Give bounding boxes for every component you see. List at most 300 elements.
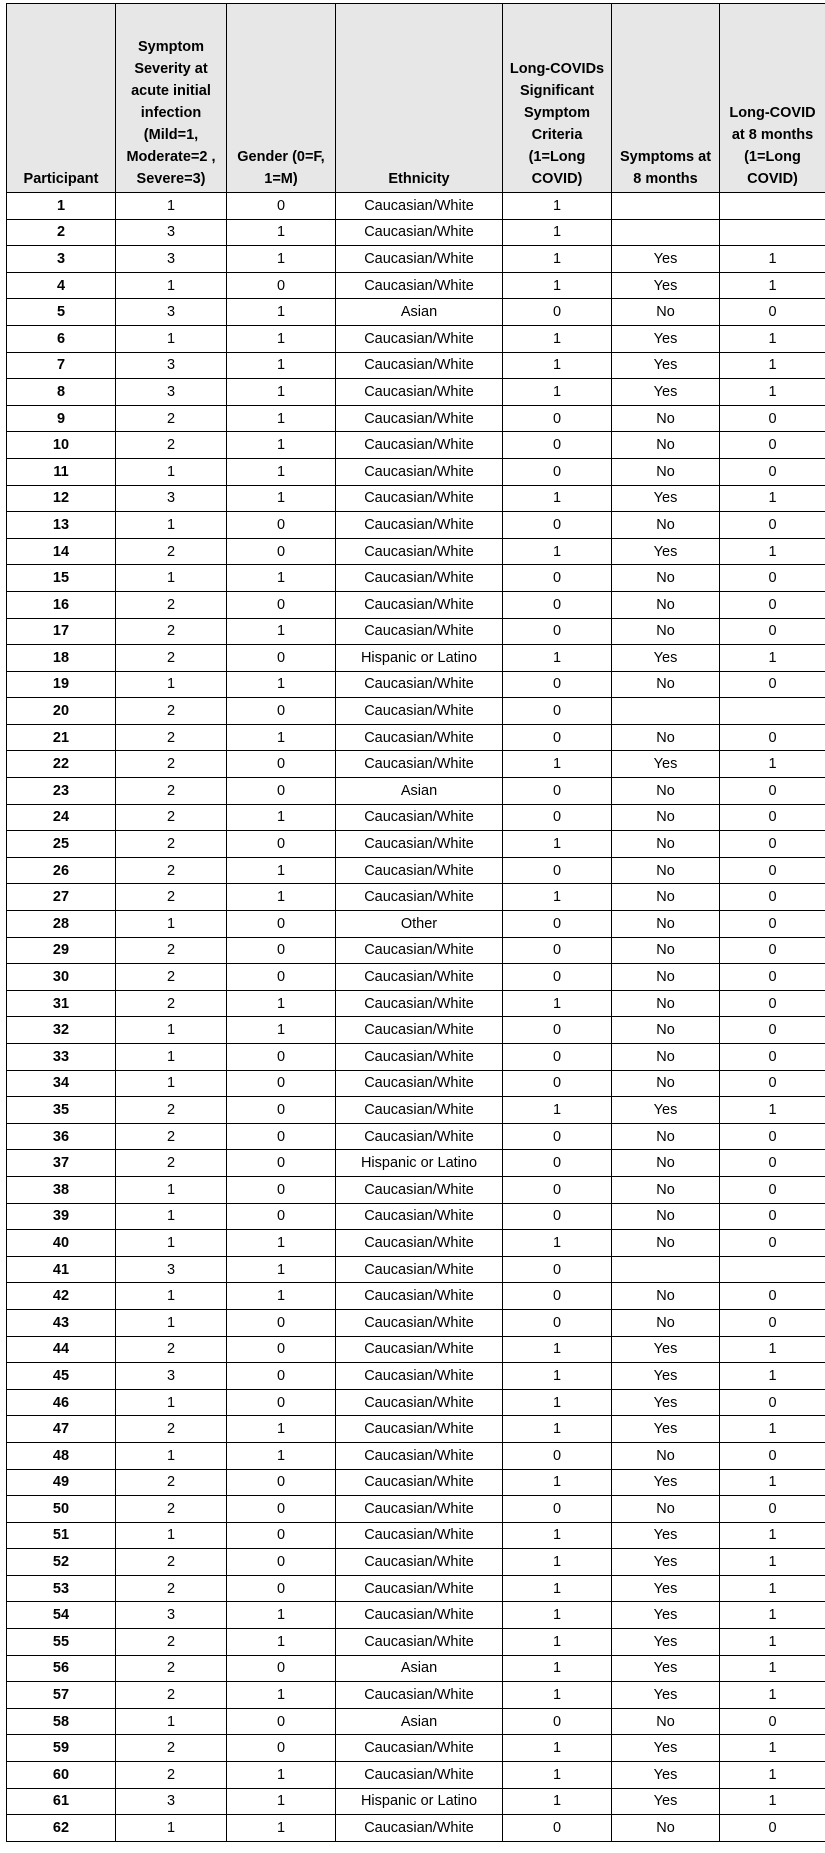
ethnicity-cell: Caucasian/White	[336, 1044, 503, 1071]
gender-cell: 0	[227, 645, 336, 672]
severity-cell: 1	[116, 458, 227, 485]
gender-cell: 0	[227, 911, 336, 938]
long-covid-8-months-cell: 1	[720, 1788, 825, 1815]
symptoms-8-months-cell: Yes	[612, 1549, 720, 1576]
ethnicity-cell: Caucasian/White	[336, 1176, 503, 1203]
header-long-covid-criteria: Long-COVIDs Significant Symptom Criteria (1=Long COVID)	[503, 4, 612, 193]
participant-cell: 2	[7, 219, 116, 246]
symptoms-8-months-cell: No	[612, 1123, 720, 1150]
gender-cell: 0	[227, 751, 336, 778]
long-covid-8-months-cell: 0	[720, 1815, 825, 1842]
header-long-covid-8-months: Long-COVID at 8 months (1=Long COVID)	[720, 4, 825, 193]
gender-cell: 1	[227, 724, 336, 751]
long-covid-8-months-cell	[720, 1256, 825, 1283]
ethnicity-cell: Caucasian/White	[336, 1815, 503, 1842]
symptoms-8-months-cell: No	[612, 1203, 720, 1230]
ethnicity-cell: Caucasian/White	[336, 1283, 503, 1310]
table-row	[7, 1017, 825, 1044]
long-covid-8-months-cell: 1	[720, 1629, 825, 1656]
participant-cell: 33	[7, 1044, 116, 1071]
symptoms-8-months-cell: Yes	[612, 379, 720, 406]
participant-cell: 14	[7, 538, 116, 565]
table-row	[7, 964, 825, 991]
gender-cell: 1	[227, 432, 336, 459]
severity-cell: 1	[116, 1070, 227, 1097]
ethnicity-cell: Caucasian/White	[336, 804, 503, 831]
table-row	[7, 272, 825, 299]
long-covid-8-months-cell: 1	[720, 751, 825, 778]
long-covid-criteria-cell: 1	[503, 246, 612, 273]
gender-cell: 1	[227, 299, 336, 326]
severity-cell: 2	[116, 1735, 227, 1762]
severity-cell: 1	[116, 1176, 227, 1203]
table-row	[7, 1655, 825, 1682]
table-row	[7, 1097, 825, 1124]
long-covid-8-months-cell: 0	[720, 1203, 825, 1230]
participant-cell: 25	[7, 831, 116, 858]
table-body	[7, 193, 825, 1842]
gender-cell: 1	[227, 1815, 336, 1842]
severity-cell: 1	[116, 1283, 227, 1310]
gender-cell: 0	[227, 1708, 336, 1735]
long-covid-criteria-cell: 0	[503, 804, 612, 831]
gender-cell: 0	[227, 1735, 336, 1762]
severity-cell: 2	[116, 1682, 227, 1709]
table-row	[7, 1309, 825, 1336]
participant-cell: 45	[7, 1363, 116, 1390]
table-row	[7, 1629, 825, 1656]
gender-cell: 1	[227, 565, 336, 592]
severity-cell: 2	[116, 857, 227, 884]
severity-cell: 2	[116, 1416, 227, 1443]
ethnicity-cell: Caucasian/White	[336, 1629, 503, 1656]
symptoms-8-months-cell: No	[612, 299, 720, 326]
ethnicity-cell: Other	[336, 911, 503, 938]
long-covid-criteria-cell: 1	[503, 1575, 612, 1602]
severity-cell: 1	[116, 1708, 227, 1735]
long-covid-8-months-cell: 1	[720, 1097, 825, 1124]
long-covid-criteria-cell: 1	[503, 325, 612, 352]
table-row	[7, 990, 825, 1017]
table-row	[7, 246, 825, 273]
participant-cell: 42	[7, 1283, 116, 1310]
ethnicity-cell: Caucasian/White	[336, 219, 503, 246]
symptoms-8-months-cell: Yes	[612, 1788, 720, 1815]
table-row	[7, 299, 825, 326]
gender-cell: 0	[227, 1336, 336, 1363]
long-covid-8-months-cell: 1	[720, 538, 825, 565]
symptoms-8-months-cell	[612, 219, 720, 246]
long-covid-8-months-cell: 1	[720, 1655, 825, 1682]
table-row	[7, 1336, 825, 1363]
gender-cell: 0	[227, 193, 336, 220]
severity-cell: 1	[116, 1309, 227, 1336]
severity-cell: 1	[116, 1044, 227, 1071]
long-covid-8-months-cell: 0	[720, 990, 825, 1017]
ethnicity-cell: Caucasian/White	[336, 937, 503, 964]
ethnicity-cell: Caucasian/White	[336, 272, 503, 299]
symptoms-8-months-cell	[612, 193, 720, 220]
ethnicity-cell: Caucasian/White	[336, 857, 503, 884]
ethnicity-cell: Caucasian/White	[336, 246, 503, 273]
participant-cell: 28	[7, 911, 116, 938]
severity-cell: 3	[116, 1256, 227, 1283]
gender-cell: 1	[227, 804, 336, 831]
participant-cell: 37	[7, 1150, 116, 1177]
severity-cell: 2	[116, 405, 227, 432]
ethnicity-cell: Caucasian/White	[336, 485, 503, 512]
participant-cell: 13	[7, 512, 116, 539]
symptoms-8-months-cell: Yes	[612, 1336, 720, 1363]
symptoms-8-months-cell: No	[612, 857, 720, 884]
long-covid-criteria-cell: 1	[503, 352, 612, 379]
symptoms-8-months-cell: Yes	[612, 1363, 720, 1390]
participant-cell: 44	[7, 1336, 116, 1363]
gender-cell: 1	[227, 219, 336, 246]
participant-cell: 35	[7, 1097, 116, 1124]
gender-cell: 0	[227, 831, 336, 858]
participant-cell: 62	[7, 1815, 116, 1842]
gender-cell: 0	[227, 1176, 336, 1203]
table-row	[7, 352, 825, 379]
participant-cell: 57	[7, 1682, 116, 1709]
long-covid-criteria-cell: 0	[503, 1283, 612, 1310]
long-covid-8-months-cell: 0	[720, 884, 825, 911]
gender-cell: 0	[227, 1309, 336, 1336]
ethnicity-cell: Caucasian/White	[336, 1363, 503, 1390]
long-covid-8-months-cell: 0	[720, 1044, 825, 1071]
gender-cell: 0	[227, 1469, 336, 1496]
ethnicity-cell: Caucasian/White	[336, 325, 503, 352]
long-covid-8-months-cell: 1	[720, 1735, 825, 1762]
long-covid-criteria-cell: 0	[503, 1017, 612, 1044]
long-covid-criteria-cell: 1	[503, 538, 612, 565]
gender-cell: 0	[227, 538, 336, 565]
long-covid-criteria-cell: 1	[503, 272, 612, 299]
symptoms-8-months-cell: No	[612, 990, 720, 1017]
long-covid-8-months-cell: 0	[720, 1283, 825, 1310]
participant-cell: 6	[7, 325, 116, 352]
table-row	[7, 565, 825, 592]
long-covid-criteria-cell: 1	[503, 1629, 612, 1656]
long-covid-criteria-cell: 1	[503, 1230, 612, 1257]
long-covid-criteria-cell: 1	[503, 193, 612, 220]
table-row	[7, 1469, 825, 1496]
symptoms-8-months-cell: No	[612, 432, 720, 459]
symptoms-8-months-cell: No	[612, 724, 720, 751]
ethnicity-cell: Hispanic or Latino	[336, 1788, 503, 1815]
ethnicity-cell: Caucasian/White	[336, 1256, 503, 1283]
table-row	[7, 193, 825, 220]
severity-cell: 2	[116, 645, 227, 672]
severity-cell: 2	[116, 1336, 227, 1363]
table-row	[7, 1176, 825, 1203]
long-covid-8-months-cell: 0	[720, 1070, 825, 1097]
symptoms-8-months-cell: Yes	[612, 645, 720, 672]
long-covid-8-months-cell: 0	[720, 512, 825, 539]
severity-cell: 2	[116, 751, 227, 778]
severity-cell: 2	[116, 538, 227, 565]
participant-cell: 18	[7, 645, 116, 672]
symptoms-8-months-cell: Yes	[612, 1416, 720, 1443]
severity-cell: 3	[116, 299, 227, 326]
table-row	[7, 219, 825, 246]
table-row	[7, 698, 825, 725]
table-row	[7, 1389, 825, 1416]
ethnicity-cell: Asian	[336, 299, 503, 326]
gender-cell: 0	[227, 1655, 336, 1682]
long-covid-8-months-cell: 0	[720, 591, 825, 618]
severity-cell: 1	[116, 193, 227, 220]
table-row	[7, 911, 825, 938]
table-row	[7, 1150, 825, 1177]
long-covid-criteria-cell: 1	[503, 1097, 612, 1124]
participant-cell: 11	[7, 458, 116, 485]
severity-cell: 1	[116, 1522, 227, 1549]
gender-cell: 1	[227, 1442, 336, 1469]
table-row	[7, 1203, 825, 1230]
long-covid-8-months-cell: 1	[720, 1469, 825, 1496]
gender-cell: 0	[227, 1070, 336, 1097]
symptoms-8-months-cell: Yes	[612, 485, 720, 512]
ethnicity-cell: Caucasian/White	[336, 724, 503, 751]
ethnicity-cell: Asian	[336, 778, 503, 805]
long-covid-8-months-cell: 0	[720, 1708, 825, 1735]
severity-cell: 2	[116, 804, 227, 831]
symptoms-8-months-cell: No	[612, 1815, 720, 1842]
severity-cell: 3	[116, 352, 227, 379]
symptoms-8-months-cell: No	[612, 671, 720, 698]
gender-cell: 0	[227, 1522, 336, 1549]
participant-cell: 4	[7, 272, 116, 299]
gender-cell: 0	[227, 512, 336, 539]
participant-cell: 55	[7, 1629, 116, 1656]
gender-cell: 0	[227, 1044, 336, 1071]
severity-cell: 2	[116, 698, 227, 725]
long-covid-8-months-cell: 1	[720, 1549, 825, 1576]
long-covid-8-months-cell: 1	[720, 379, 825, 406]
long-covid-8-months-cell: 1	[720, 352, 825, 379]
severity-cell: 2	[116, 1123, 227, 1150]
gender-cell: 1	[227, 405, 336, 432]
long-covid-criteria-cell: 1	[503, 1602, 612, 1629]
long-covid-criteria-cell: 0	[503, 1123, 612, 1150]
participant-cell: 41	[7, 1256, 116, 1283]
ethnicity-cell: Caucasian/White	[336, 1682, 503, 1709]
severity-cell: 1	[116, 911, 227, 938]
participant-cell: 24	[7, 804, 116, 831]
long-covid-8-months-cell: 1	[720, 272, 825, 299]
long-covid-criteria-cell: 1	[503, 219, 612, 246]
long-covid-8-months-cell: 1	[720, 1575, 825, 1602]
participant-cell: 38	[7, 1176, 116, 1203]
long-covid-criteria-cell: 0	[503, 671, 612, 698]
participant-table	[6, 3, 825, 1842]
ethnicity-cell: Caucasian/White	[336, 352, 503, 379]
ethnicity-cell: Caucasian/White	[336, 379, 503, 406]
long-covid-8-months-cell: 1	[720, 645, 825, 672]
long-covid-criteria-cell: 1	[503, 884, 612, 911]
participant-cell: 51	[7, 1522, 116, 1549]
table-row	[7, 458, 825, 485]
long-covid-8-months-cell: 0	[720, 565, 825, 592]
ethnicity-cell: Caucasian/White	[336, 1230, 503, 1257]
ethnicity-cell: Caucasian/White	[336, 671, 503, 698]
symptoms-8-months-cell: No	[612, 1044, 720, 1071]
long-covid-8-months-cell	[720, 698, 825, 725]
symptoms-8-months-cell: Yes	[612, 1762, 720, 1789]
table-row	[7, 1602, 825, 1629]
long-covid-criteria-cell: 0	[503, 299, 612, 326]
ethnicity-cell: Caucasian/White	[336, 1309, 503, 1336]
participant-cell: 20	[7, 698, 116, 725]
symptoms-8-months-cell: Yes	[612, 1469, 720, 1496]
gender-cell: 0	[227, 1203, 336, 1230]
ethnicity-cell: Caucasian/White	[336, 1416, 503, 1443]
gender-cell: 1	[227, 1629, 336, 1656]
long-covid-criteria-cell: 0	[503, 724, 612, 751]
gender-cell: 1	[227, 1788, 336, 1815]
table-row	[7, 1788, 825, 1815]
symptoms-8-months-cell: No	[612, 512, 720, 539]
ethnicity-cell: Caucasian/White	[336, 990, 503, 1017]
participant-cell: 27	[7, 884, 116, 911]
long-covid-criteria-cell: 0	[503, 1150, 612, 1177]
long-covid-8-months-cell: 0	[720, 1230, 825, 1257]
gender-cell: 1	[227, 325, 336, 352]
long-covid-8-months-cell: 1	[720, 246, 825, 273]
table-row	[7, 1708, 825, 1735]
gender-cell: 1	[227, 671, 336, 698]
symptoms-8-months-cell: No	[612, 1708, 720, 1735]
participant-cell: 61	[7, 1788, 116, 1815]
long-covid-criteria-cell: 1	[503, 831, 612, 858]
participant-cell: 15	[7, 565, 116, 592]
gender-cell: 1	[227, 618, 336, 645]
gender-cell: 1	[227, 1017, 336, 1044]
ethnicity-cell: Caucasian/White	[336, 884, 503, 911]
participant-cell: 7	[7, 352, 116, 379]
severity-cell: 3	[116, 246, 227, 273]
gender-cell: 0	[227, 272, 336, 299]
gender-cell: 0	[227, 778, 336, 805]
long-covid-criteria-cell: 0	[503, 964, 612, 991]
gender-cell: 1	[227, 1602, 336, 1629]
long-covid-8-months-cell: 1	[720, 1416, 825, 1443]
participant-cell: 12	[7, 485, 116, 512]
participant-cell: 39	[7, 1203, 116, 1230]
severity-cell: 1	[116, 1230, 227, 1257]
symptoms-8-months-cell: Yes	[612, 1575, 720, 1602]
participant-cell: 17	[7, 618, 116, 645]
long-covid-criteria-cell: 1	[503, 1469, 612, 1496]
long-covid-criteria-cell: 0	[503, 1442, 612, 1469]
long-covid-8-months-cell: 0	[720, 937, 825, 964]
severity-cell: 1	[116, 325, 227, 352]
severity-cell: 1	[116, 1815, 227, 1842]
long-covid-8-months-cell: 1	[720, 1363, 825, 1390]
gender-cell: 1	[227, 1416, 336, 1443]
table-header	[7, 4, 825, 193]
symptoms-8-months-cell: Yes	[612, 1602, 720, 1629]
participant-cell: 22	[7, 751, 116, 778]
long-covid-criteria-cell: 0	[503, 618, 612, 645]
severity-cell: 2	[116, 1469, 227, 1496]
participant-cell: 34	[7, 1070, 116, 1097]
severity-cell: 2	[116, 1629, 227, 1656]
table-row	[7, 1416, 825, 1443]
ethnicity-cell: Caucasian/White	[336, 1097, 503, 1124]
participant-cell: 46	[7, 1389, 116, 1416]
long-covid-8-months-cell: 0	[720, 671, 825, 698]
ethnicity-cell: Caucasian/White	[336, 1336, 503, 1363]
symptoms-8-months-cell: No	[612, 937, 720, 964]
severity-cell: 3	[116, 219, 227, 246]
long-covid-8-months-cell: 0	[720, 1017, 825, 1044]
long-covid-8-months-cell: 1	[720, 1522, 825, 1549]
ethnicity-cell: Caucasian/White	[336, 698, 503, 725]
table-row	[7, 1070, 825, 1097]
table-row	[7, 1496, 825, 1523]
severity-cell: 1	[116, 671, 227, 698]
ethnicity-cell: Caucasian/White	[336, 831, 503, 858]
severity-cell: 1	[116, 565, 227, 592]
severity-cell: 2	[116, 591, 227, 618]
participant-cell: 50	[7, 1496, 116, 1523]
gender-cell: 0	[227, 698, 336, 725]
symptoms-8-months-cell: No	[612, 1176, 720, 1203]
long-covid-criteria-cell: 0	[503, 698, 612, 725]
symptoms-8-months-cell: Yes	[612, 538, 720, 565]
long-covid-criteria-cell: 1	[503, 1389, 612, 1416]
table-row	[7, 1230, 825, 1257]
severity-cell: 2	[116, 1150, 227, 1177]
table-row	[7, 1522, 825, 1549]
ethnicity-cell: Asian	[336, 1708, 503, 1735]
long-covid-8-months-cell: 0	[720, 458, 825, 485]
ethnicity-cell: Caucasian/White	[336, 1442, 503, 1469]
long-covid-8-months-cell: 1	[720, 1682, 825, 1709]
symptoms-8-months-cell: No	[612, 618, 720, 645]
ethnicity-cell: Caucasian/White	[336, 432, 503, 459]
participant-cell: 21	[7, 724, 116, 751]
long-covid-8-months-cell: 0	[720, 1123, 825, 1150]
symptoms-8-months-cell: No	[612, 405, 720, 432]
long-covid-8-months-cell: 0	[720, 831, 825, 858]
participant-cell: 29	[7, 937, 116, 964]
long-covid-criteria-cell: 1	[503, 645, 612, 672]
ethnicity-cell: Caucasian/White	[336, 1017, 503, 1044]
long-covid-criteria-cell: 0	[503, 1708, 612, 1735]
severity-cell: 1	[116, 1203, 227, 1230]
table-row	[7, 831, 825, 858]
gender-cell: 1	[227, 857, 336, 884]
table-row	[7, 538, 825, 565]
symptoms-8-months-cell: No	[612, 778, 720, 805]
symptoms-8-months-cell: No	[612, 458, 720, 485]
long-covid-criteria-cell: 1	[503, 1549, 612, 1576]
ethnicity-cell: Caucasian/White	[336, 964, 503, 991]
gender-cell: 0	[227, 1123, 336, 1150]
symptoms-8-months-cell: Yes	[612, 1735, 720, 1762]
participant-cell: 47	[7, 1416, 116, 1443]
gender-cell: 1	[227, 990, 336, 1017]
ethnicity-cell: Caucasian/White	[336, 1735, 503, 1762]
table-row	[7, 1682, 825, 1709]
participant-cell: 5	[7, 299, 116, 326]
participant-table-container	[6, 3, 825, 1842]
ethnicity-cell: Caucasian/White	[336, 1070, 503, 1097]
